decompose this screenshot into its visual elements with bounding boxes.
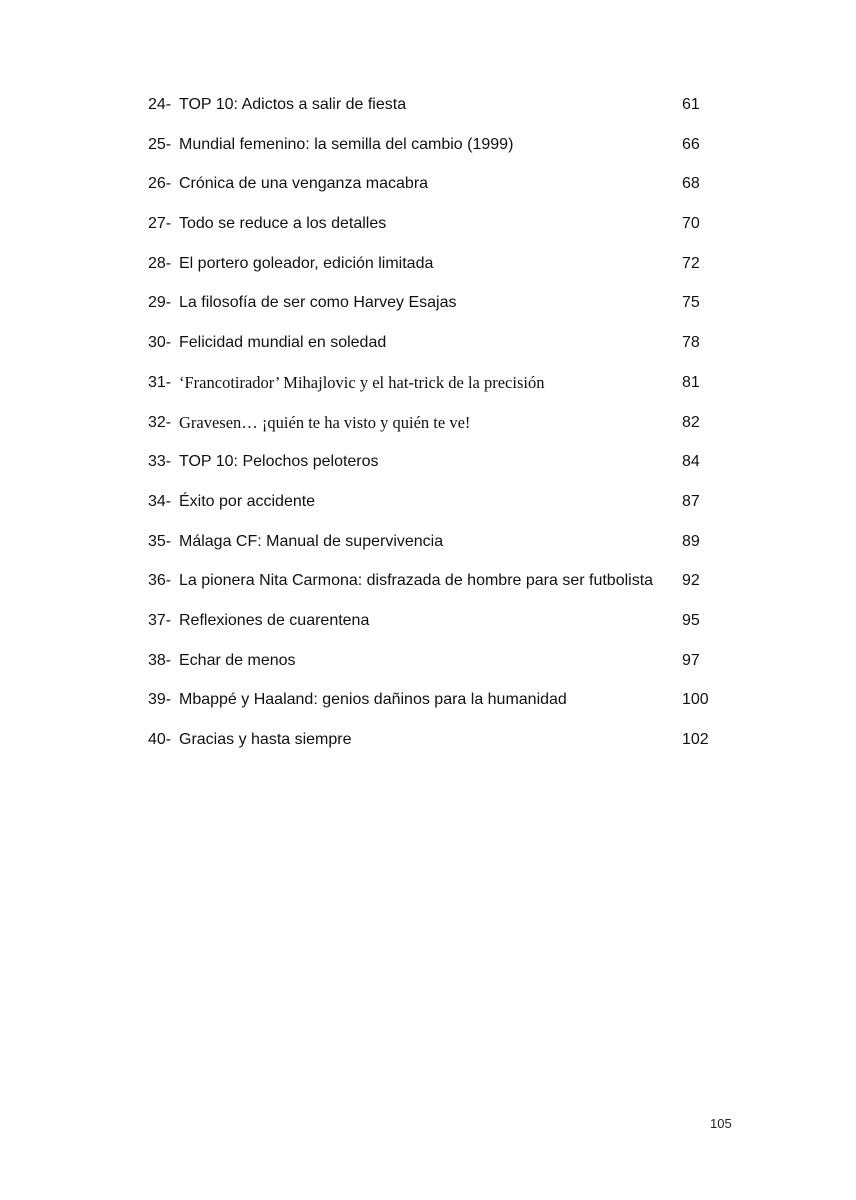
toc-entry-page: 66 (682, 135, 700, 153)
toc-entry-title: Felicidad mundial en soledad (179, 334, 387, 352)
toc-entry-title: ‘Francotirador’ Mihajlovic y el hat-trick de la precisión (179, 372, 545, 392)
page-number: 105 (710, 1116, 732, 1131)
toc-entry-page: 81 (682, 373, 700, 391)
toc-entry-page: 82 (682, 413, 700, 431)
toc-entry (148, 134, 718, 174)
toc-entry-page: 70 (682, 215, 700, 233)
table-of-contents (148, 94, 718, 769)
toc-entry-number: 40- (148, 731, 172, 748)
toc-entry-page: 97 (682, 651, 700, 669)
toc-entry-title: Crónica de una venganza macabra (179, 175, 429, 193)
toc-entry-page: 84 (682, 453, 700, 471)
toc-entry (148, 451, 718, 491)
toc-entry-title: Echar de menos (179, 651, 296, 669)
toc-entry (148, 94, 718, 134)
toc-entry-number: 39- (148, 691, 172, 709)
toc-entry-title: Málaga CF: Manual de supervivencia (179, 532, 444, 550)
toc-entry-number: 37- (148, 611, 172, 629)
toc-entry-title: Reflexiones de cuarentena (179, 611, 370, 629)
toc-entry (148, 689, 718, 729)
toc-entry-number: 30- (148, 334, 172, 352)
toc-entry-title: Éxito por accidente (179, 492, 316, 510)
toc-entry (148, 491, 718, 531)
toc-entry-page: 89 (682, 532, 700, 550)
toc-entry-number: 27- (148, 215, 172, 233)
toc-entry (148, 729, 718, 769)
toc-entry-number: 35- (148, 532, 172, 550)
toc-entry-number: 26- (148, 175, 172, 193)
toc-entry-page: 78 (682, 334, 700, 352)
toc-entry (148, 570, 718, 610)
toc-entry-page: 102 (682, 731, 709, 748)
toc-entry (148, 650, 718, 690)
toc-entry-number: 25- (148, 135, 172, 153)
toc-entry-page: 92 (682, 572, 700, 590)
toc-entry-title: El portero goleador, edición limitada (179, 254, 434, 272)
toc-entry-page: 68 (682, 175, 700, 193)
toc-entry-title: TOP 10: Pelochos peloteros (179, 453, 379, 471)
toc-entry-title: TOP 10: Adictos a salir de fiesta (179, 96, 407, 113)
toc-entry-number: 29- (148, 294, 172, 312)
toc-entry-number: 28- (148, 254, 172, 272)
toc-entry (148, 173, 718, 213)
toc-entry (148, 213, 718, 253)
toc-entry-page: 72 (682, 254, 700, 272)
toc-entry-title: Mundial femenino: la semilla del cambio (1999) (179, 135, 514, 153)
toc-entry-number: 36- (148, 572, 172, 590)
toc-entry (148, 610, 718, 650)
toc-entry (148, 531, 718, 571)
toc-entry (148, 292, 718, 332)
toc-entry-page: 100 (682, 691, 709, 709)
toc-entry (148, 332, 718, 372)
toc-entry-title: La filosofía de ser como Harvey Esajas (179, 294, 457, 312)
toc-entry-title: Gracias y hasta siempre (179, 731, 352, 748)
toc-entry (148, 372, 718, 412)
toc-entry-page: 75 (682, 294, 700, 312)
toc-entry-number: 24- (148, 96, 172, 113)
toc-entry-number: 32- (148, 413, 172, 431)
toc-entry-number: 31- (148, 373, 172, 391)
toc-entry-page: 61 (682, 96, 700, 113)
toc-entry-number: 38- (148, 651, 172, 669)
toc-entry-title: Gravesen… ¡quién te ha visto y quién te ve! (179, 412, 471, 432)
toc-entry-title: Todo se reduce a los detalles (179, 215, 387, 233)
toc-entry-number: 34- (148, 492, 172, 510)
toc-entry-number: 33- (148, 453, 172, 471)
toc-entry-page: 87 (682, 492, 700, 510)
toc-entry (148, 412, 718, 452)
toc-entry-title: La pionera Nita Carmona: disfrazada de hombre para ser futbolista (179, 572, 654, 590)
toc-entry-page: 95 (682, 611, 700, 629)
toc-entry (148, 253, 718, 293)
toc-entry-title: Mbappé y Haaland: genios dañinos para la humanidad (179, 691, 567, 709)
